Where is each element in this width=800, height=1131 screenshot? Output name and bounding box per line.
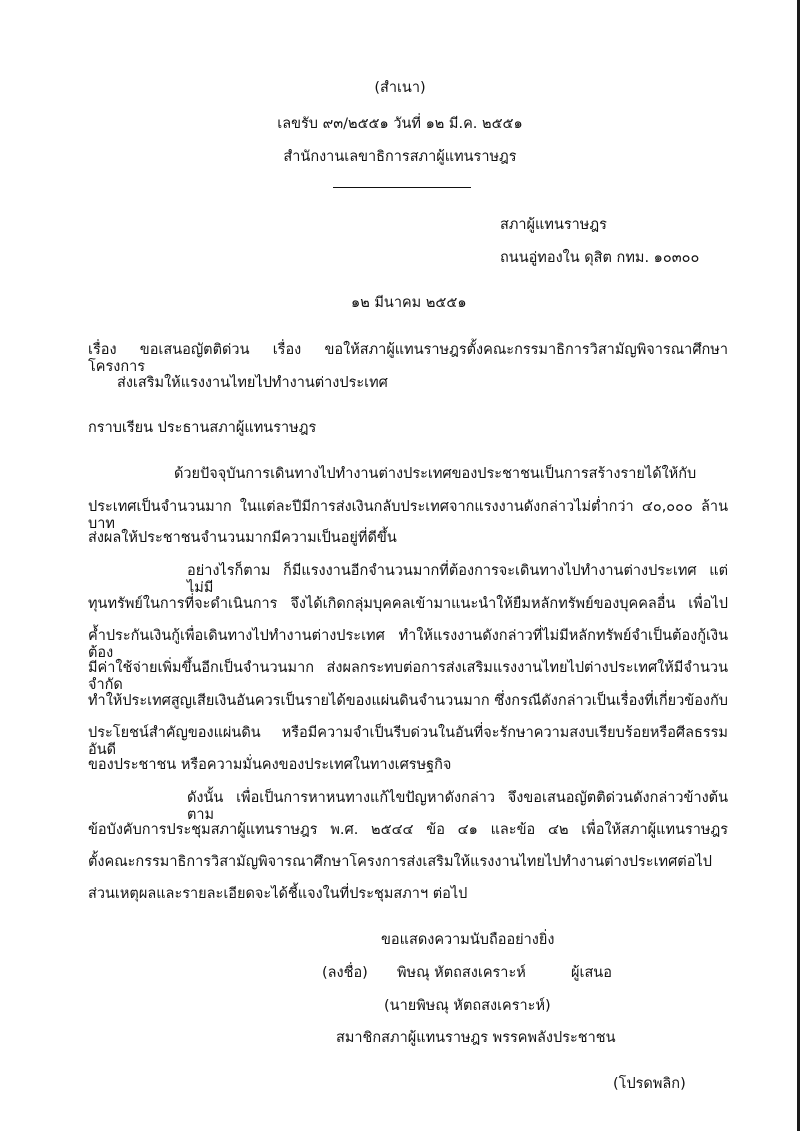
p2-line-2 xyxy=(88,596,728,613)
address-line-2: ถนนอู่ทองใน ดุสิต กทม. ๑๐๓๐๐ xyxy=(500,250,700,266)
p2-text-1: อย่างไรก็ตาม ก็มีแรงงานอีกจำนวนมากที่ต้องการจะเดินทางไปทำงานต่างประเทศ แต่ไม่มี xyxy=(187,563,728,597)
p1-text-1: ด้วยปัจจุบันการเดินทางไปทำงานต่างประเทศของประชาชนเป็นการสร้างรายได้ให้กับ xyxy=(174,466,697,482)
p2-line-5 xyxy=(88,693,728,710)
p2-text-6: ประโยชน์สำคัญของแผ่นดิน หรือมีความจำเป็นรีบด่วนในอันที่จะรักษาความสงบเรียบร้อยหรือศีลธรรมอันดี xyxy=(88,725,728,759)
subject-line-2: ส่งเสริมให้แรงงานไทยไปทำงานต่างประเทศ xyxy=(117,375,388,391)
receipt-line: เลขรับ ๙๓/๒๕๕๑ วันที่ ๑๒ มี.ค. ๒๕๕๑ xyxy=(277,116,523,132)
p3-text-3: ตั้งคณะกรรมาธิการวิสามัญพิจารณาศึกษาโครงการส่งเสริมให้แรงงานไทยไปทำงานต่างประเทศต่อไป xyxy=(88,854,712,870)
p1-line-2 xyxy=(88,499,728,534)
p3-line-1 xyxy=(187,790,728,825)
copy-mark: (สำเนา) xyxy=(374,80,426,96)
signer-position: สมาชิกสภาผู้แทนราษฎร พรรคพลังประชาชน xyxy=(336,1030,616,1046)
subject-text-1: เรื่อง ขอเสนอญัตติด่วน เรื่อง ขอให้สภาผู้แทนราษฎรตั้งคณะกรรมาธิการวิสามัญพิจารณาศึกษาโครงการ xyxy=(88,342,728,376)
p2-line-1 xyxy=(187,563,728,598)
p1-line-3: ส่งผลให้ประชาชนจำนวนมากมีความเป็นอยู่ที่ดีขึ้น xyxy=(88,530,397,546)
p2-line-3 xyxy=(88,628,728,663)
salutation: กราบเรียน ประธานสภาผู้แทนราษฎร xyxy=(88,420,317,436)
p2-line-4 xyxy=(88,660,728,695)
sign-label: (ลงชื่อ) xyxy=(322,965,368,981)
p2-text-5: ทำให้ประเทศสูญเสียเงินอันควรเป็นรายได้ของแผ่นดินจำนวนมาก ซึ่งกรณีดังกล่าวเป็นเรื่องที่เกี่ยวข้องกับ xyxy=(88,693,728,709)
closing-regards: ขอแสดงความนับถืออย่างยิ่ง xyxy=(381,932,555,948)
p2-line-7: ของประชาชน หรือความมั่นคงของประเทศในทางเศรษฐกิจ xyxy=(88,757,452,773)
p1-text-2: ประเทศเป็นจำนวนมาก ในแต่ละปีมีการส่งเงินกลับประเทศจากแรงงานดังกล่าวไม่ต่ำกว่า ๔๐,๐๐๐ ล้านบาท xyxy=(88,499,728,533)
turn-over-note: (โปรดพลิก) xyxy=(613,1076,686,1092)
signature: พิษณุ หัตถสงเคราะห์ xyxy=(397,965,526,981)
subject-line-1 xyxy=(88,342,728,377)
p2-text-4: มีค่าใช้จ่ายเพิ่มขึ้นอีกเป็นจำนวนมาก ส่งผลกระทบต่อการส่งเสริมแรงงานไทยไปต่างประเทศให้มีจำนวนจำกัด xyxy=(88,660,728,694)
printed-name: (นายพิษณุ หัตถสงเคราะห์) xyxy=(384,998,551,1014)
p3-line-3 xyxy=(88,854,728,871)
letter-date: ๑๒ มีนาคม ๒๕๕๑ xyxy=(351,295,467,311)
p2-text-3: ค้ำประกันเงินกู้เพื่อเดินทางไปทำงานต่างประเทศ ทำให้แรงงานดังกล่าวที่ไม่มีหลักทรัพย์จำเป็นต้องกู้เงินต้อง xyxy=(88,628,728,662)
p3-line-2 xyxy=(88,822,728,839)
p2-text-2: ทุนทรัพย์ในการที่จะดำเนินการ จึงได้เกิดกลุ่มบุคคลเข้ามาแนะนำให้ยืมหลักทรัพย์ของบุคคลอื่น เพื่อไป xyxy=(88,596,728,612)
signer-role: ผู้เสนอ xyxy=(571,965,612,981)
address-line-1: สภาผู้แทนราษฎร xyxy=(500,217,607,233)
p3-text-1: ดังนั้น เพื่อเป็นการหาหนทางแก้ไขปัญหาดังกล่าว จึงขอเสนอญัตติด่วนดังกล่าวข้างต้นตาม xyxy=(187,790,728,824)
p2-line-6 xyxy=(88,725,728,760)
header-divider xyxy=(333,187,471,188)
office-name: สำนักงานเลขาธิการสภาผู้แทนราษฎร xyxy=(283,149,517,165)
p3-text-2: ข้อบังคับการประชุมสภาผู้แทนราษฎร พ.ศ. ๒๕๔๔ ข้อ ๔๑ และข้อ ๔๒ เพื่อให้สภาผู้แทนราษฎร xyxy=(88,822,728,838)
p3-line-4: ส่วนเหตุผลและรายละเอียดจะได้ชี้แจงในที่ประชุมสภาฯ ต่อไป xyxy=(88,886,468,902)
p1-line-1 xyxy=(174,466,728,483)
